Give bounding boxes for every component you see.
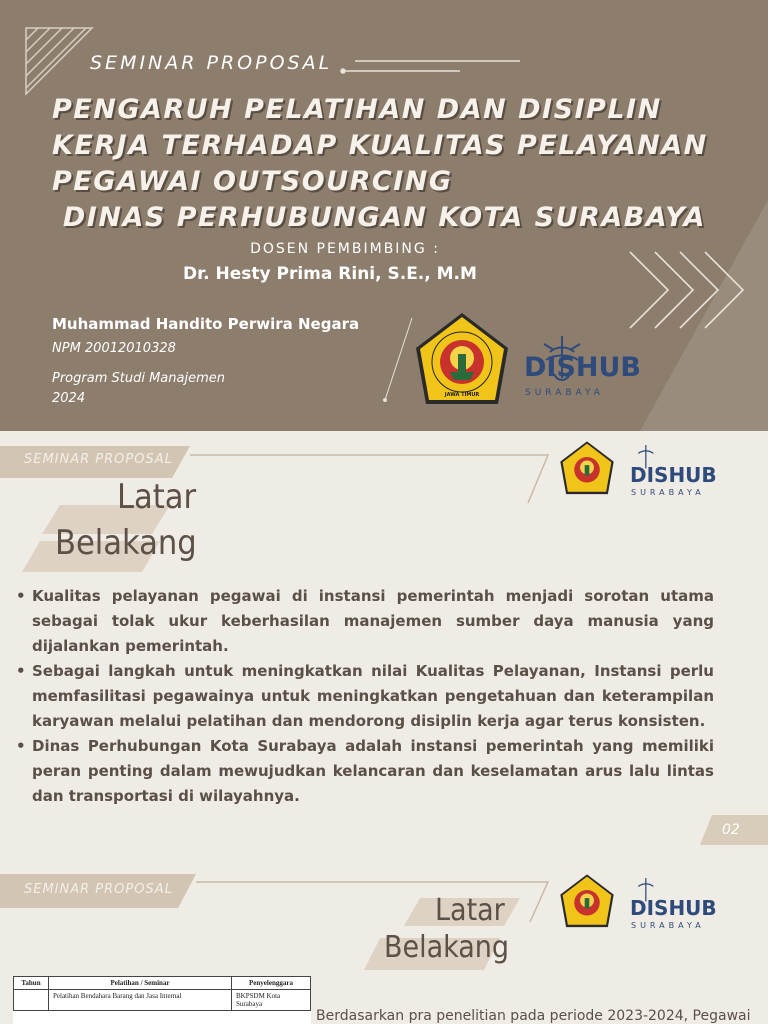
title-line: PENGARUH PELATIHAN DAN DISIPLIN	[52, 94, 662, 125]
title-line: DINAS PERHUBUNGAN KOTA SURABAYA	[52, 202, 706, 233]
dishub-logo-subtext: SURABAYA	[525, 388, 604, 398]
triangle-hatch-icon	[26, 28, 92, 94]
section-heading: Latar	[435, 893, 505, 928]
training-table-wrap	[13, 976, 311, 1024]
title-line: KERJA TERHADAP KUALITAS PELAYANAN	[52, 130, 708, 161]
column-header: Pelatihan / Seminar	[49, 977, 232, 990]
paragraph: Berdasarkan pra penelitian pada periode 2023-2024, Pegawai	[316, 1008, 751, 1024]
table-cell	[14, 990, 49, 1011]
table-cell: Pelatihan Bendahara Barang dan Jasa Internal	[49, 990, 232, 1011]
slide-kicker: SEMINAR PROPOSAL	[24, 882, 173, 897]
svg-text:JAWA TIMUR: JAWA TIMUR	[444, 392, 480, 398]
background-slide	[0, 858, 768, 1024]
student-name: Muhammad Handito Perwira Negara	[52, 315, 360, 333]
dishub-logo-text: DISHUB	[524, 352, 642, 383]
page-number: 02	[722, 822, 740, 838]
university-logo	[412, 310, 512, 408]
column-header: Penyelenggara	[232, 977, 311, 990]
column-header: Tahun	[14, 977, 49, 990]
advisor-name: Dr. Hesty Prima Rini, S.E., M.M	[183, 264, 477, 284]
university-logo	[558, 872, 616, 930]
list-item: • Kualitas pelayanan pegawai di instansi pemerintah menjadi sorotan utama sebagai tolak ukur keberhasilan manajemen sumber daya manusia yang dijalankan pemerintah.	[14, 584, 714, 659]
presentation-title	[52, 92, 708, 236]
university-logo	[558, 439, 616, 497]
student-npm: NPM 20012010328	[52, 341, 176, 356]
table-header-row	[14, 977, 311, 990]
study-program: Program Studi Manajemen	[52, 371, 225, 386]
paragraph-wrap	[316, 1008, 768, 1024]
title-slide	[0, 0, 768, 431]
section-heading: Latar	[117, 477, 197, 517]
advisor-label: DOSEN PEMBIMBING :	[250, 241, 440, 257]
kicker-arrow-lines	[341, 61, 520, 73]
divider-line	[385, 318, 412, 400]
kicker-line	[190, 455, 548, 503]
year: 2024	[52, 391, 86, 406]
dishub-logo-subtext: SURABAYA	[631, 921, 705, 930]
bullet-list	[14, 584, 714, 809]
dishub-logo-text: DISHUB	[630, 463, 717, 487]
list-item: • Dinas Perhubungan Kota Surabaya adalah instansi pemerintah yang memiliki peran penting dalam mewujudkan kelancaran dan keselamatan arus lalu lintas dan transportasi di wilayahnya.	[14, 734, 714, 809]
table-cell: BKPSDM Kota Surabaya	[232, 990, 311, 1011]
dishub-logo-text: DISHUB	[630, 896, 717, 920]
slide-kicker: SEMINAR PROPOSAL	[24, 452, 173, 467]
list-item: • Sebagai langkah untuk meningkatkan nilai Kualitas Pelayanan, Instansi perlu memfasilitasi pegawainya untuk meningkatkan pengetahuan dan keterampilan karyawan melalui pelatihan dan mendorong disiplin kerja agar terus konsisten.	[14, 659, 714, 734]
title-line: PEGAWAI OUTSOURCING	[52, 166, 453, 197]
training-table	[13, 976, 311, 1011]
section-heading: Belakang	[55, 523, 197, 563]
table-row	[14, 990, 311, 1011]
slide-kicker: SEMINAR PROPOSAL	[90, 52, 333, 74]
section-heading: Belakang	[384, 930, 510, 965]
dishub-logo-subtext: SURABAYA	[631, 488, 705, 497]
